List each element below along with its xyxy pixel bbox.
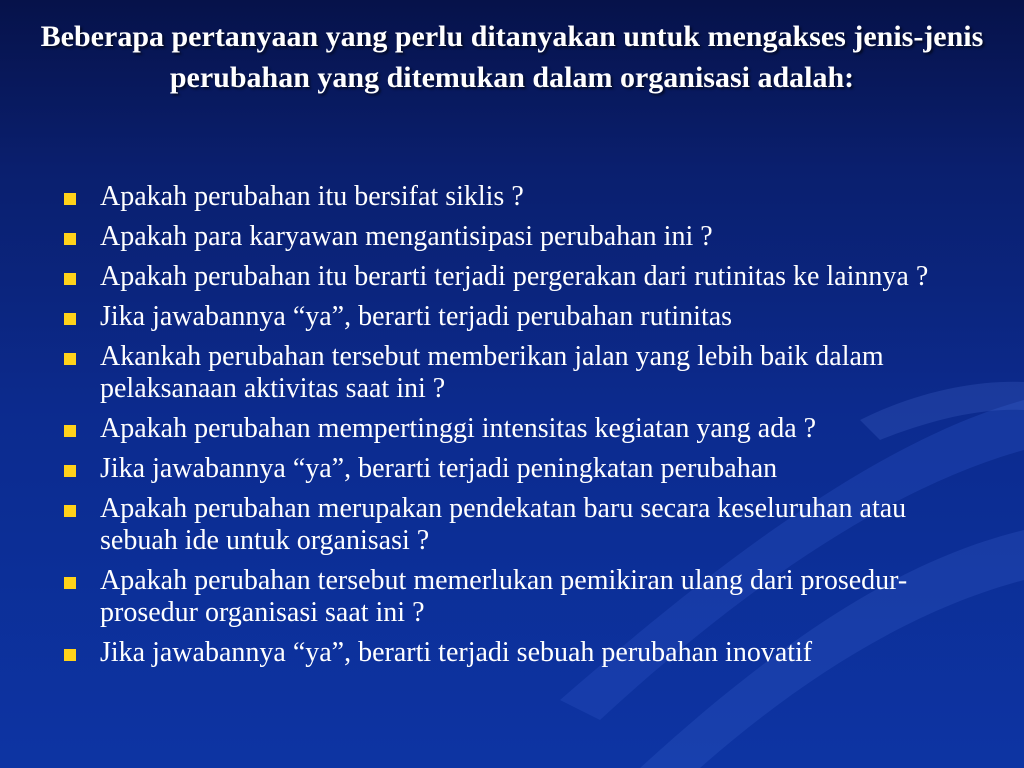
- list-item: [62, 493, 962, 557]
- question-list: [62, 181, 962, 677]
- list-item-text: Apakah perubahan itu bersifat siklis ?: [100, 181, 524, 212]
- list-item: [62, 413, 962, 445]
- list-item: [62, 261, 962, 293]
- slide-title: Beberapa pertanyaan yang perlu ditanyakan untuk mengakses jenis-jenis perubahan yang ditemukan dalam organisasi adalah:: [40, 20, 984, 94]
- list-item: [62, 221, 962, 253]
- list-item-text: Jika jawabannya “ya”, berarti terjadi sebuah perubahan inovatif: [100, 637, 813, 668]
- list-item: [62, 637, 962, 669]
- list-item: [62, 565, 962, 629]
- list-item-text: Apakah perubahan mempertinggi intensitas kegiatan yang ada ?: [100, 413, 817, 444]
- square-bullet-icon: [64, 193, 76, 205]
- list-item-text: Apakah perubahan merupakan pendekatan baru secara keseluruhan atau sebuah ide untuk organisasi ?: [100, 493, 907, 556]
- square-bullet-icon: [64, 505, 76, 517]
- list-item: [62, 301, 962, 333]
- list-item-text: Jika jawabannya “ya”, berarti terjadi peningkatan perubahan: [100, 453, 778, 484]
- list-item: [62, 181, 962, 213]
- square-bullet-icon: [64, 313, 76, 325]
- square-bullet-icon: [64, 649, 76, 661]
- square-bullet-icon: [64, 577, 76, 589]
- square-bullet-icon: [64, 273, 76, 285]
- list-item-text: Akankah perubahan tersebut memberikan jalan yang lebih baik dalam pelaksanaan aktivitas saat ini ?: [100, 341, 884, 404]
- list-item-text: Apakah perubahan tersebut memerlukan pemikiran ulang dari prosedur-prosedur organisasi saat ini ?: [100, 565, 908, 628]
- list-item-text: Apakah para karyawan mengantisipasi perubahan ini ?: [100, 221, 713, 252]
- list-item-text: Apakah perubahan itu berarti terjadi pergerakan dari rutinitas ke lainnya ?: [100, 261, 929, 292]
- square-bullet-icon: [64, 465, 76, 477]
- square-bullet-icon: [64, 353, 76, 365]
- list-item: [62, 453, 962, 485]
- square-bullet-icon: [64, 425, 76, 437]
- list-item: [62, 341, 962, 405]
- square-bullet-icon: [64, 233, 76, 245]
- list-item-text: Jika jawabannya “ya”, berarti terjadi perubahan rutinitas: [100, 301, 733, 332]
